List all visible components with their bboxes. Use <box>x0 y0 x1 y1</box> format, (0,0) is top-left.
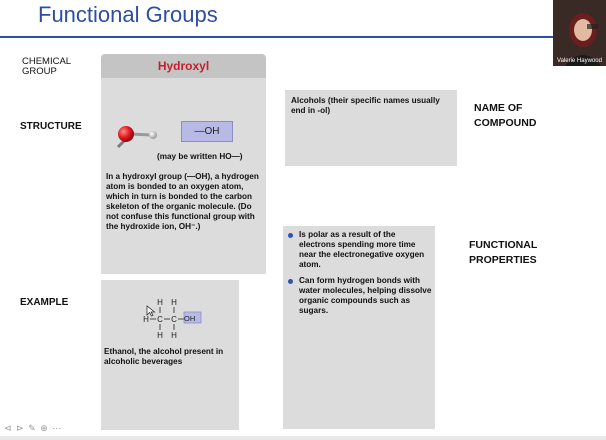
property-2: Can form hydrogen bonds with water molecules, helping dissolve organic compounds such as sugars. <box>299 276 432 315</box>
svg-text:C: C <box>171 315 177 324</box>
label-example: EXAMPLE <box>20 297 69 308</box>
webcam-video-feed[interactable] <box>553 0 606 66</box>
label-structure: STRUCTURE <box>20 121 82 132</box>
webcam-participant-name: Valerie Haywood <box>557 58 602 64</box>
title-underline <box>0 36 556 38</box>
ball-and-stick-model-icon <box>113 122 163 152</box>
property-1: Is polar as a result of the electrons spending more time near the electronegative oxygen atom. <box>299 230 425 269</box>
presenter-avatar <box>553 0 606 66</box>
slide-title: Functional Groups <box>38 2 218 27</box>
formula-box: —OH <box>181 121 233 142</box>
bullet-icon <box>288 233 293 238</box>
label-chemical-group: CHEMICAL GROUP <box>22 56 72 77</box>
alt-written-note: (may be written HO—) <box>157 152 243 161</box>
svg-text:H: H <box>157 298 163 307</box>
example-caption: Ethanol, the alcohol present in alcoholic beverages <box>104 347 224 366</box>
group-description: In a hydroxyl group (—OH), a hydrogen atom is bonded to an oxygen atom, which in turn is bonded to the carbon skeleton of the organic molecule. (Do not confuse this functional group with the hydroxide ion, OH⁻.) <box>106 172 259 231</box>
label-name-of-compound: NAME OF COMPOUND <box>474 102 537 129</box>
pen-icon[interactable]: ✎ <box>28 423 37 433</box>
ethanol-structural-formula <box>140 296 210 340</box>
more-options-icon[interactable]: ⋯ <box>52 423 63 433</box>
bullet-icon <box>288 279 293 284</box>
svg-text:H: H <box>157 331 163 340</box>
example-oh-label: OH <box>184 314 196 323</box>
svg-text:H: H <box>143 315 149 324</box>
zoom-icon[interactable]: ⊕ <box>40 423 49 433</box>
group-name-header: Hydroxyl <box>101 54 266 78</box>
svg-text:H: H <box>171 331 177 340</box>
label-functional-properties: FUNCTIONAL PROPERTIES <box>469 239 538 266</box>
previous-slide-icon[interactable]: ⊲ <box>4 423 13 433</box>
compound-name: Alcohols (their specific names usually end in -ol) <box>291 96 440 115</box>
cursor-pointer-icon <box>146 305 156 317</box>
slideshow-controls[interactable] <box>4 423 62 434</box>
svg-text:C: C <box>157 315 163 324</box>
next-slide-icon[interactable]: ⊳ <box>16 423 25 433</box>
bottom-edge <box>0 436 606 440</box>
svg-text:H: H <box>171 298 177 307</box>
